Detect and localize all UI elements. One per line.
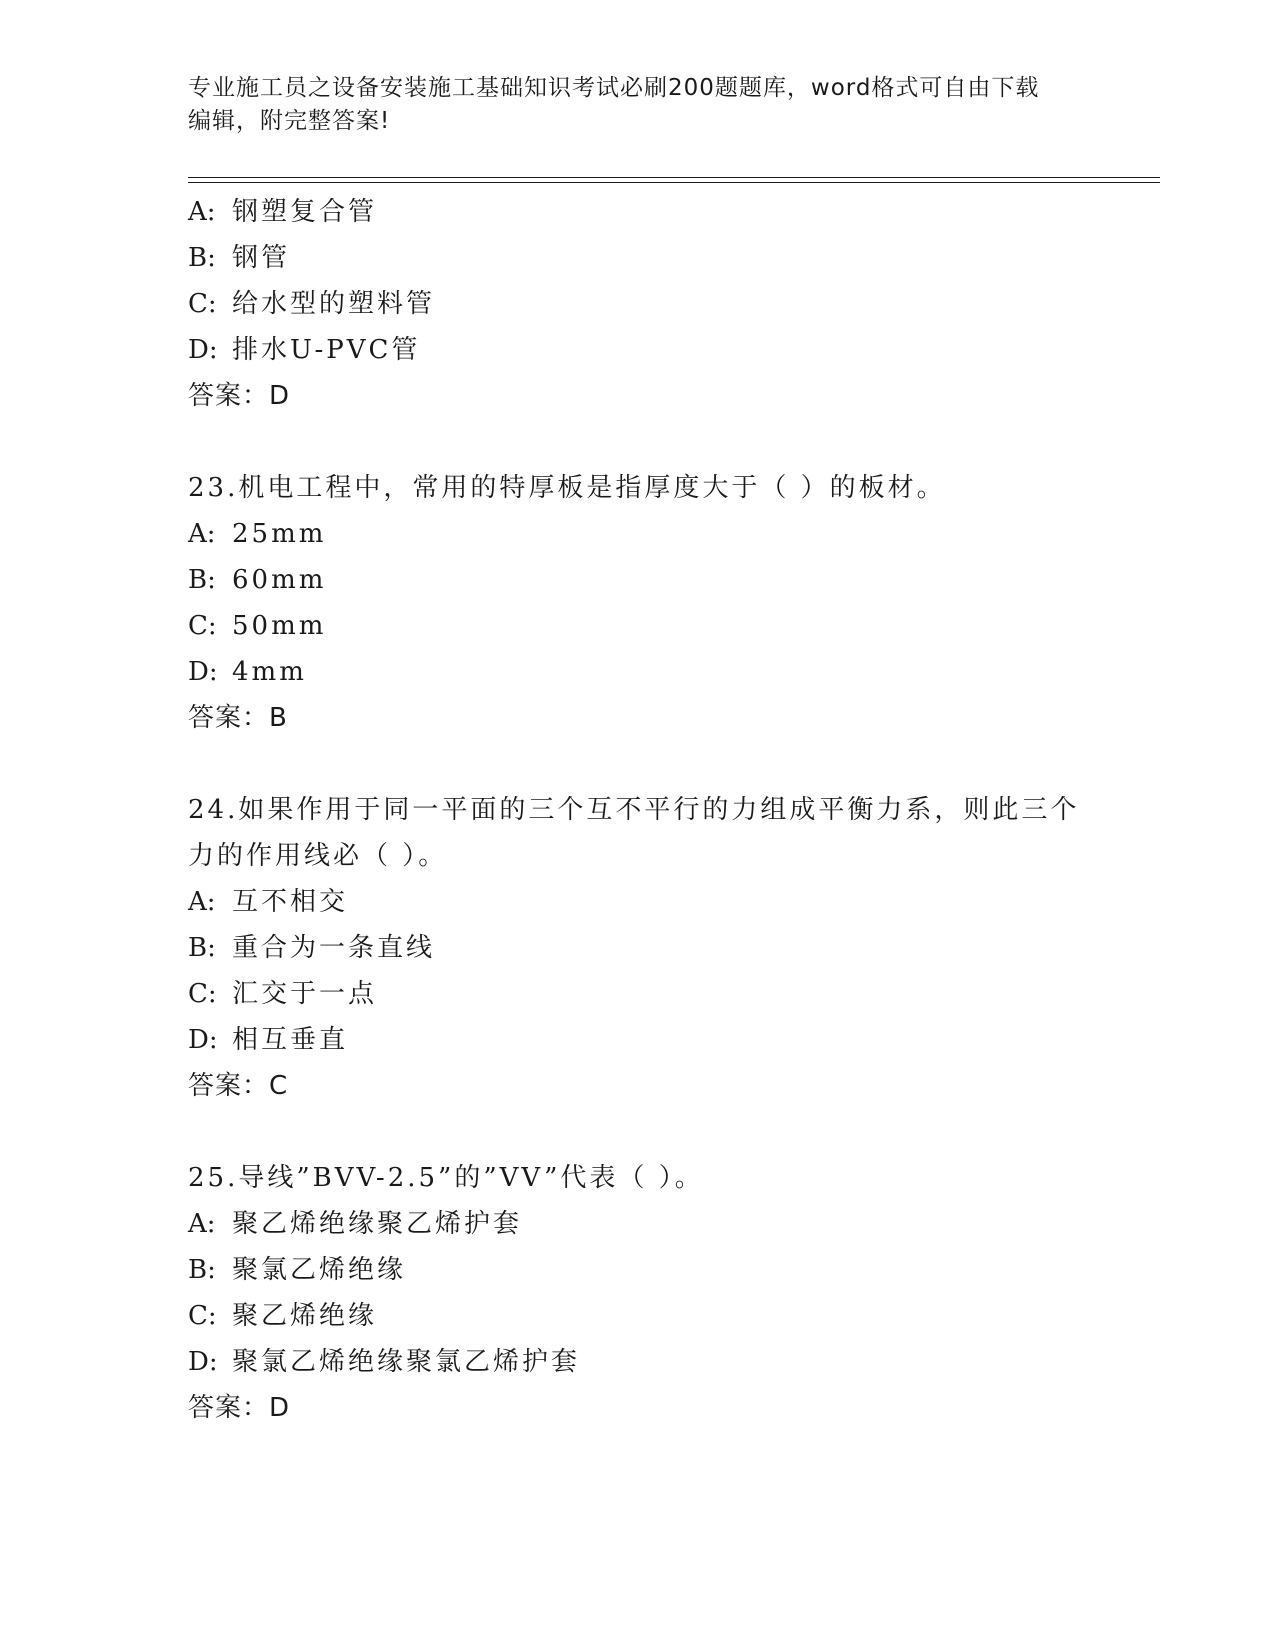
- option-label: B:: [188, 243, 216, 273]
- option-text: 60mm: [232, 565, 327, 595]
- option-b: [188, 557, 1088, 603]
- option-d: [188, 327, 1088, 373]
- option-label: A:: [188, 1209, 216, 1239]
- question-25: [188, 1155, 1088, 1431]
- option-text: 50mm: [232, 611, 327, 641]
- option-text: 排水U-PVC管: [232, 335, 421, 365]
- option-c: [188, 603, 1088, 649]
- option-d: [188, 1339, 1088, 1385]
- spacer: [188, 1109, 1088, 1155]
- option-label: D:: [188, 335, 218, 365]
- option-c: [188, 281, 1088, 327]
- option-label: D:: [188, 1025, 218, 1055]
- question-23: [188, 465, 1088, 741]
- question-list: [188, 189, 1088, 1431]
- option-text: 钢管: [232, 243, 291, 273]
- option-text: 钢塑复合管: [232, 197, 378, 227]
- document-header: [188, 72, 1078, 138]
- option-label: C:: [188, 611, 217, 641]
- option-text: 重合为一条直线: [232, 933, 436, 963]
- option-label: C:: [188, 1301, 217, 1331]
- option-d: [188, 1017, 1088, 1063]
- header-divider-top: [188, 177, 1160, 178]
- header-divider-bottom: [188, 182, 1160, 183]
- option-label: B:: [188, 565, 216, 595]
- option-c: [188, 1293, 1088, 1339]
- option-label: A:: [188, 519, 216, 549]
- option-label: B:: [188, 1255, 216, 1285]
- question-stem: 23.机电工程中，常用的特厚板是指厚度大于（ ）的板材。: [188, 473, 946, 503]
- question-24: [188, 787, 1088, 1109]
- option-label: C:: [188, 979, 217, 1009]
- question-stem-line-2: 力的作用线必（ ）。: [188, 841, 448, 871]
- header-title-line-2: 编辑，附完整答案!: [188, 108, 391, 134]
- option-label: D:: [188, 657, 218, 687]
- option-text: 相互垂直: [232, 1025, 349, 1055]
- option-label: C:: [188, 289, 217, 319]
- question-stem-line-1: 24.如果作用于同一平面的三个互不平行的力组成平衡力系，则此三个: [188, 795, 1080, 825]
- option-b: [188, 1247, 1088, 1293]
- option-text: 聚氯乙烯绝缘聚氯乙烯护套: [232, 1347, 581, 1377]
- option-c: [188, 971, 1088, 1017]
- answer: 答案：C: [188, 1071, 289, 1101]
- option-text: 4mm: [232, 657, 307, 687]
- option-a: [188, 879, 1088, 925]
- question-22: [188, 189, 1088, 419]
- option-a: [188, 1201, 1088, 1247]
- option-text: 汇交于一点: [232, 979, 378, 1009]
- option-label: D:: [188, 1347, 218, 1377]
- option-text: 25mm: [232, 519, 327, 549]
- option-text: 聚乙烯绝缘: [232, 1301, 378, 1331]
- option-a: [188, 189, 1088, 235]
- option-b: [188, 235, 1088, 281]
- option-text: 给水型的塑料管: [232, 289, 436, 319]
- question-stem: 25.导线”BVV-2.5”的”VV”代表（ ）。: [188, 1163, 704, 1193]
- option-text: 聚氯乙烯绝缘: [232, 1255, 407, 1285]
- option-b: [188, 925, 1088, 971]
- option-text: 聚乙烯绝缘聚乙烯护套: [232, 1209, 523, 1239]
- option-d: [188, 649, 1088, 695]
- option-label: B:: [188, 933, 216, 963]
- option-a: [188, 511, 1088, 557]
- spacer: [188, 741, 1088, 787]
- option-label: A:: [188, 887, 216, 917]
- answer: 答案：D: [188, 1393, 291, 1423]
- option-text: 互不相交: [232, 887, 349, 917]
- answer: 答案：D: [188, 381, 291, 411]
- header-title-line-1: 专业施工员之设备安装施工基础知识考试必刷200题题库，word格式可自由下载: [188, 75, 1040, 101]
- answer: 答案：B: [188, 703, 288, 733]
- spacer: [188, 419, 1088, 465]
- option-label: A:: [188, 197, 216, 227]
